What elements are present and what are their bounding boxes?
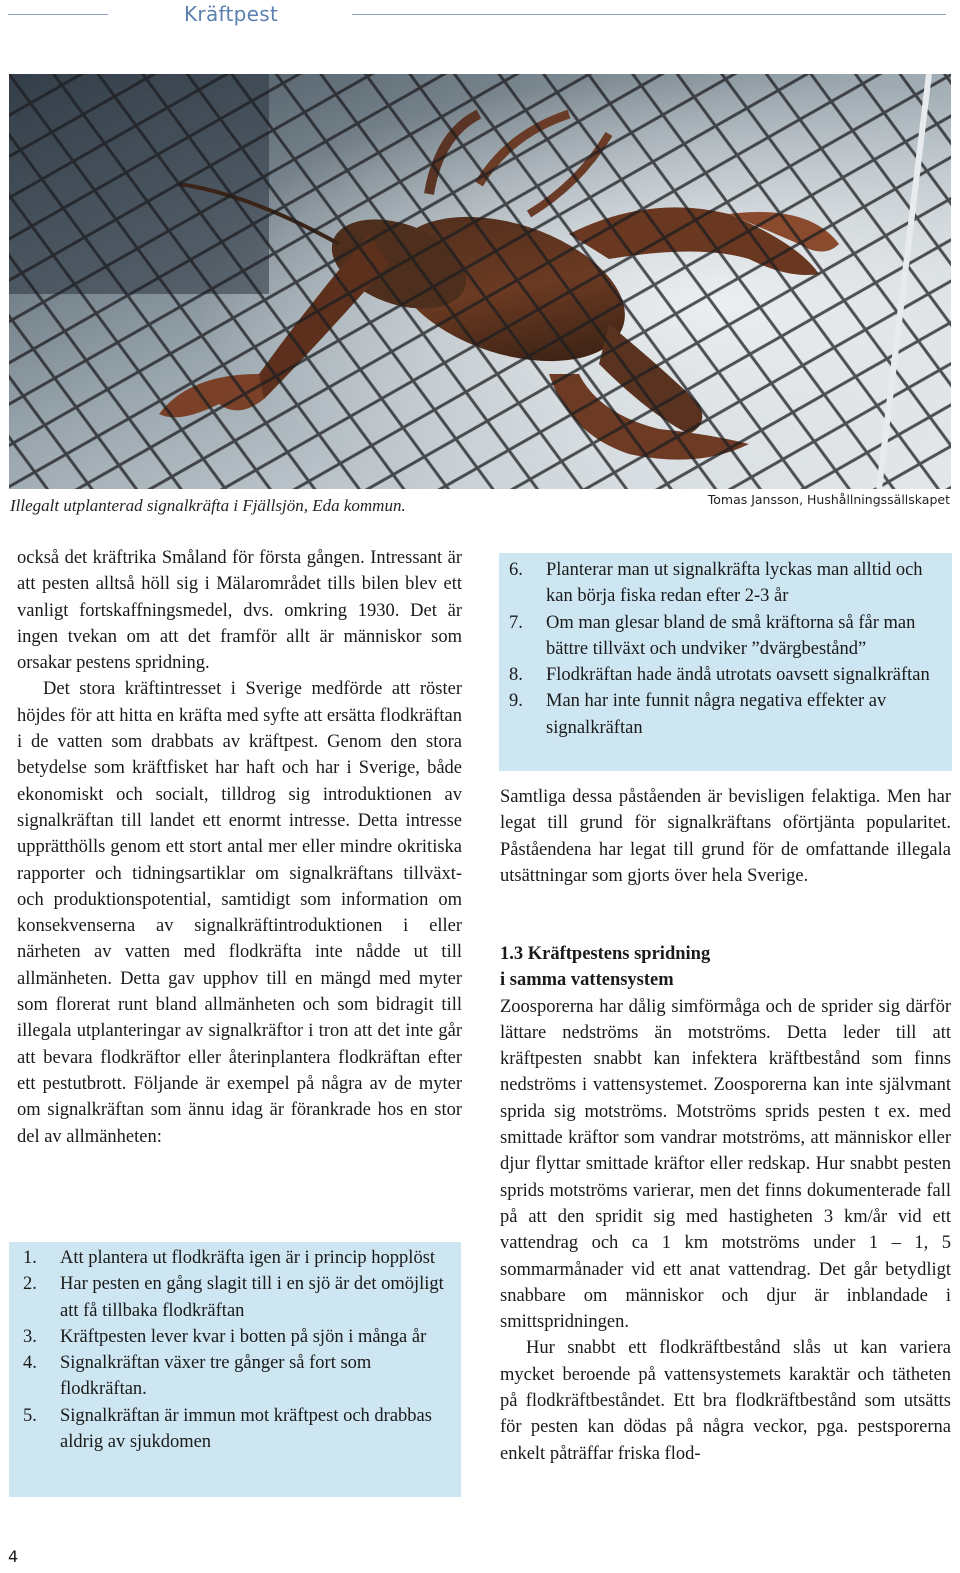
myths-box-right [499, 553, 952, 771]
list-number: 8. [509, 665, 523, 686]
list-item [505, 662, 952, 688]
list-number: 5. [23, 1405, 37, 1426]
page-number: 4 [8, 1547, 19, 1566]
list-number: 7. [509, 612, 523, 633]
list-item [19, 1403, 461, 1456]
list-item [505, 688, 952, 741]
list-number: 9. [509, 691, 523, 712]
list-text: Flodkräftan hade ändå utrotats oavsett signalkräftan [546, 665, 930, 686]
list-item [19, 1350, 461, 1403]
paragraph: Det stora kräftintresset i Sverige medförde att röster höjdes för att hitta en kräfta med syfte att ersätta flodkräftan i de vatten som drabbats av kräftpest. Genom den stora betydelse som kräftfisket har haft och har i Sverige, både ekonomiskt och socialt, tilldrog sig introduktionen av signalkräftan till landet ett enormt intresse. Detta intresse upprätthölls genom ett stort antal mer eller mindre okritiska rapporter och tidningsartiklar om signalkräftans tillväxt- och produktionspotential, samtidigt som information om konsekvenserna av signalkräftintroduktionen i eller närheten av vatten med flodkräfta inte nådde ut till allmänheten. Detta gav upphov till en mängd med myter som florerat runt bland allmänheten och som bidragit till illegala utplanteringar av signalkräftor i tron att det inte går att bevara flodkräftor eller återinplantera flodkräftan efter ett pestutbrott. Följande är exempel på några av de myter om signalkräftan som ännu idag är förankrade hos en stor del av allmänheten: [17, 679, 462, 1147]
crayfish-photo [9, 74, 951, 489]
section-heading [500, 941, 951, 994]
header-rule-right [352, 14, 946, 15]
section-heading-line: 1.3 Kräftpestens spridning [500, 944, 711, 964]
list-item [505, 610, 952, 663]
paragraph: Samtliga dessa påståenden är bevisligen felaktiga. Men har legat till grund för signalkräftans oförtjänta popularitet. Påståendena har legat till grund för de omfattande illegala utsättningar som gjorts över hela Sverige. [500, 787, 951, 886]
myths-list [19, 1245, 461, 1455]
photo-caption: Illegalt utplanterad signalkräfta i Fjällsjön, Eda kommun. [10, 496, 406, 515]
paragraph: Zoosporerna har dålig simförmåga och de sprider sig därför lättare nedströms än motströms. Detta leder till att kräftpesten snabbt kan infektera kräftbestånd som finns nedströms i vattensystemet. Zoosporerna kan inte självmant sprida sig motströms. Motströms sprids pesten t ex. med smittade kräftor som vandrar motströms, att människor eller djur flyttar smittade kräftor eller redskap. Hur snabbt pesten sprids motströms varierar, men det finns dokumenterade fall på att den spridit sig med hastigheten 3 km/år vid ett vattendrag och ca 1 km motströms under 1 – 1, 5 sommarmånader vid ett anat vattendrag. Det går betydligt snabbare om människor och djur är inblandade i smittspridningen. [500, 996, 951, 1333]
list-number: 6. [509, 560, 523, 580]
list-text: Har pesten en gång slagit till i en sjö är det omöjligt att få tillbaka flodkräftan [60, 1274, 444, 1321]
list-text: Signalkräftan växer tre gånger så fort som flodkräftan. [60, 1353, 372, 1400]
list-item [505, 557, 952, 610]
right-column-intro [500, 784, 951, 889]
section-heading-line: i samma vattensystem [500, 970, 674, 991]
list-text: Att plantera ut flodkräfta igen är i princip hopplöst [60, 1248, 436, 1268]
left-column [17, 545, 462, 1150]
list-number: 4. [23, 1353, 37, 1374]
list-number: 1. [23, 1248, 37, 1268]
list-text: Man har inte funnit några negativa effekter av signalkräftan [546, 691, 887, 738]
list-number: 3. [23, 1326, 37, 1347]
list-item [19, 1245, 461, 1271]
paragraph: Hur snabbt ett flodkräftbestånd slås ut kan variera mycket beroende på vattensystemets karaktär och tätheten på flodkräftbeståndet. Ett bra flodkräftbestånd som utsätts för pesten kan dödas på några veckor, pga. pestsporerna enkelt påträffar friska flod- [500, 1338, 951, 1464]
paragraph: också det kräftrika Småland för första gången. Intressant är att pesten alltså höll sig i Mälarområdet tills bilen blev ett vanligt fortskaffningsmedel, dvs. omkring 1930. Det är ingen tvekan om att det framför allt är människor som orsakar pestens spridning. [17, 548, 462, 674]
list-text: Kräftpesten lever kvar i botten på sjön i många år [60, 1326, 427, 1347]
list-text: Om man glesar bland de små kräftorna så får man bättre tillväxt och undviker ”dvärgbestånd” [546, 612, 916, 659]
right-column-section [500, 941, 951, 1467]
list-text: Planterar man ut signalkräfta lyckas man alltid och kan börja fiska redan efter 2-3 år [546, 560, 923, 607]
list-text: Signalkräftan är immun mot kräftpest och drabbas aldrig av sjukdomen [60, 1405, 432, 1453]
photo-credit: Tomas Jansson, Hushållningssällskapet [707, 492, 950, 507]
list-item [19, 1271, 461, 1324]
page-header-title: Kräftpest [184, 2, 279, 26]
myths-box-left [9, 1242, 461, 1497]
myths-list [505, 557, 952, 741]
crayfish-illustration [9, 74, 951, 489]
header-rule-left [8, 14, 108, 15]
list-number: 2. [23, 1274, 37, 1295]
list-item [19, 1324, 461, 1350]
